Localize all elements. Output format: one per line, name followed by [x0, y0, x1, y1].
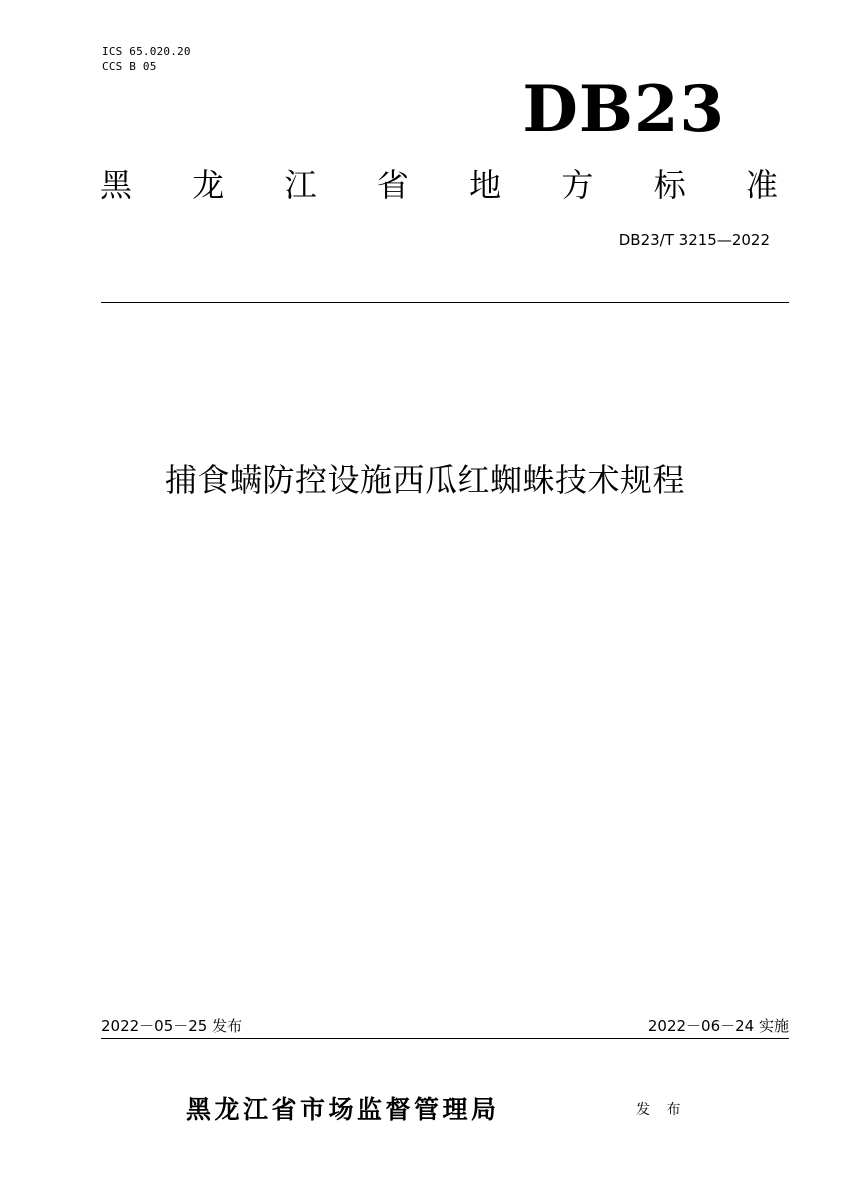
- standard-type-heading: [100, 164, 778, 206]
- standard-type-char: 江: [284, 166, 317, 204]
- standard-type-char: 省: [376, 166, 409, 204]
- standard-type-char: 地: [469, 166, 502, 204]
- standard-type-char: 龙: [192, 166, 225, 204]
- standard-type-char: 准: [745, 166, 778, 204]
- implementation-date: 2022－06－24 实施: [647, 1017, 789, 1035]
- publisher-name: 黑龙江省市场监督管理局: [186, 1095, 500, 1124]
- standard-type-char: 标: [653, 166, 686, 204]
- standard-type-char: 黑: [100, 166, 133, 204]
- footer-divider: [101, 1038, 789, 1039]
- ccs-code: CCS B 05: [102, 60, 157, 73]
- standard-number: DB23/T 3215—2022: [618, 231, 770, 249]
- standard-type-char: 方: [561, 166, 594, 204]
- document-title: 捕食螨防控设施西瓜红蜘蛛技术规程: [164, 461, 685, 499]
- publish-label: 发 布: [636, 1102, 687, 1118]
- header-divider: [101, 302, 789, 303]
- issue-date: 2022－05－25 发布: [101, 1017, 243, 1035]
- classification-codes: [102, 44, 191, 74]
- ics-code: ICS 65.020.20: [102, 45, 191, 58]
- standard-logo-code: DB23: [522, 72, 725, 147]
